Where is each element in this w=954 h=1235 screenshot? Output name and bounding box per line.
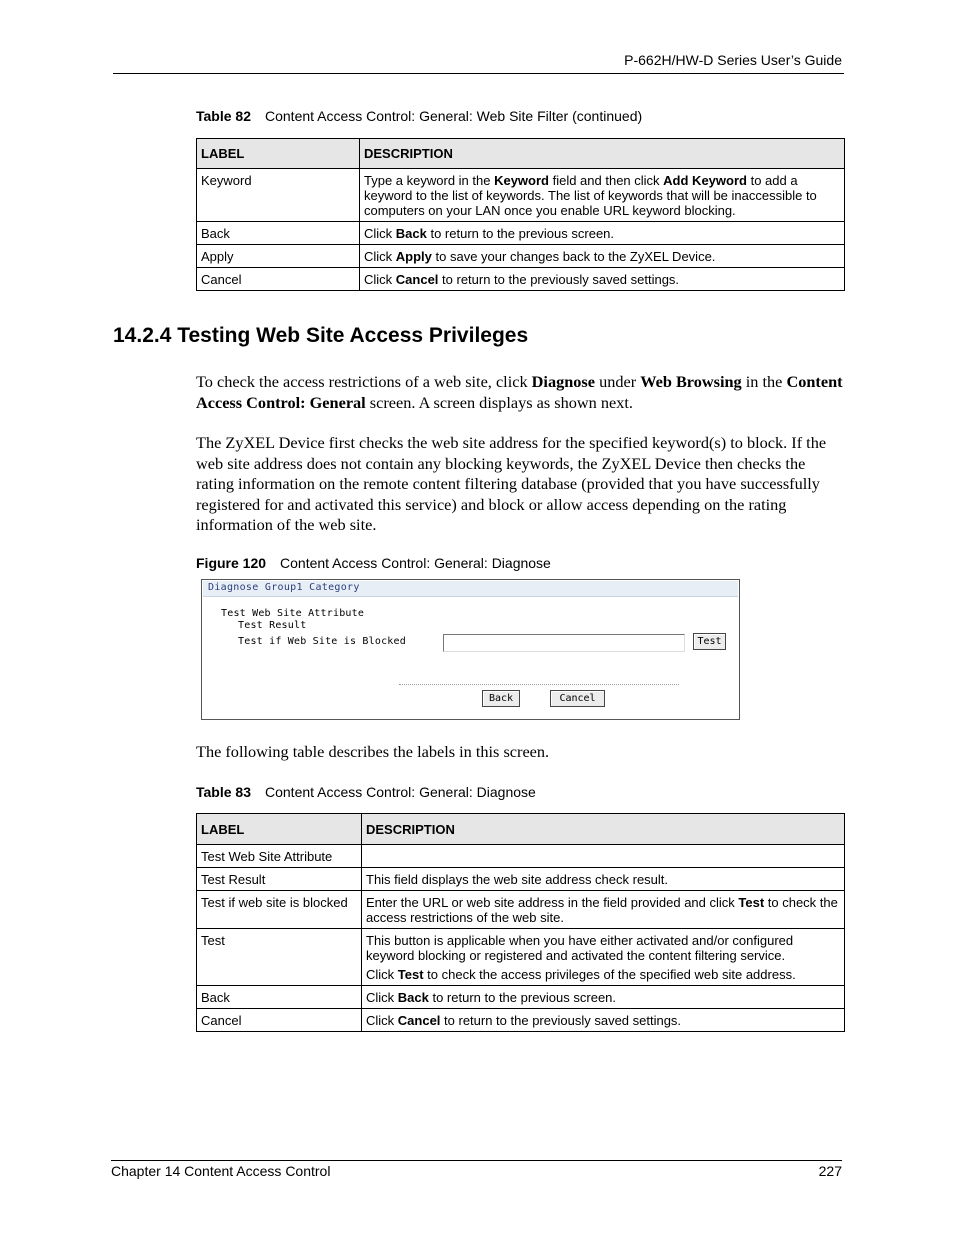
table83 bbox=[196, 813, 845, 1032]
page-number: 227 bbox=[818, 1163, 842, 1179]
cancel-button[interactable]: Cancel bbox=[550, 690, 605, 707]
row-description: This field displays the web site address check result. bbox=[362, 868, 845, 891]
row-label: Test Web Site Attribute bbox=[197, 845, 362, 868]
figure-caption-number: Figure 120 bbox=[196, 555, 267, 571]
table82-header-description: DESCRIPTION bbox=[360, 139, 845, 169]
row-description: Click Apply to save your changes back to the ZyXEL Device. bbox=[360, 245, 845, 268]
footer-chapter: Chapter 14 Content Access Control bbox=[111, 1163, 331, 1179]
table82-header-label: LABEL bbox=[197, 139, 360, 169]
table83-header-label: LABEL bbox=[197, 814, 362, 845]
back-button[interactable]: Back bbox=[482, 690, 520, 707]
row-description: Click Cancel to return to the previously saved settings. bbox=[360, 268, 845, 291]
row-label: Cancel bbox=[197, 1009, 362, 1032]
test-if-blocked-label: Test if Web Site is Blocked bbox=[238, 636, 406, 647]
table83-header-row bbox=[197, 814, 845, 845]
diagnose-screenshot bbox=[201, 579, 740, 720]
row-description bbox=[362, 845, 845, 868]
table-row bbox=[197, 868, 845, 891]
paragraph-table-intro: The following table describes the labels in this screen. bbox=[196, 742, 550, 761]
row-description: Type a keyword in the Keyword field and then click Add Keyword to add a keyword to the list of keywords. The list of keywords that will be inaccessible to computers on your LAN once you enable URL keyword blocking. bbox=[360, 169, 845, 222]
table83-caption-text: Content Access Control: General: Diagnose bbox=[265, 784, 536, 800]
section-title: 14.2.4 Testing Web Site Access Privileges bbox=[113, 324, 529, 347]
table82 bbox=[196, 138, 845, 291]
panel-title: Diagnose Group1 Category bbox=[208, 582, 360, 593]
footer-rule bbox=[111, 1160, 842, 1161]
table-row bbox=[197, 222, 845, 245]
row-label: Back bbox=[197, 986, 362, 1009]
table-row bbox=[197, 929, 845, 986]
table82-caption-number: Table 82 bbox=[196, 108, 251, 124]
table-row bbox=[197, 169, 845, 222]
row-label: Back bbox=[197, 222, 360, 245]
table-row bbox=[197, 845, 845, 868]
row-description: Enter the URL or web site address in the field provided and click Test to check the access restrictions of the web site. bbox=[362, 891, 845, 929]
table82-caption-text: Content Access Control: General: Web Site Filter (continued) bbox=[265, 108, 643, 124]
row-description: Click Back to return to the previous screen. bbox=[362, 986, 845, 1009]
row-label: Test Result bbox=[197, 868, 362, 891]
row-label: Keyword bbox=[197, 169, 360, 222]
table83-header-description: DESCRIPTION bbox=[362, 814, 845, 845]
table-row bbox=[197, 268, 845, 291]
row-label: Test bbox=[197, 929, 362, 986]
figure-caption bbox=[196, 555, 551, 571]
figure-caption-text: Content Access Control: General: Diagnose bbox=[280, 555, 551, 571]
separator-dotted-line bbox=[399, 684, 679, 685]
row-description: Click Back to return to the previous screen. bbox=[360, 222, 845, 245]
table-row bbox=[197, 891, 845, 929]
header-rule bbox=[113, 73, 844, 74]
row-label: Cancel bbox=[197, 268, 360, 291]
table82-header-row bbox=[197, 139, 845, 169]
row-label: Apply bbox=[197, 245, 360, 268]
panel-title-bar bbox=[203, 581, 738, 597]
table82-caption bbox=[196, 108, 642, 124]
running-header: P-662H/HW-D Series User’s Guide bbox=[624, 52, 842, 68]
table83-caption bbox=[196, 784, 536, 800]
test-result-label: Test Result bbox=[238, 620, 307, 631]
row-label: Test if web site is blocked bbox=[197, 891, 362, 929]
test-web-site-attribute-label: Test Web Site Attribute bbox=[221, 608, 365, 619]
table-row bbox=[197, 986, 845, 1009]
row-description: Click Cancel to return to the previously saved settings. bbox=[362, 1009, 845, 1032]
table-row bbox=[197, 1009, 845, 1032]
paragraph-explanation: The ZyXEL Device first checks the web site address for the specified keyword(s) to block. If the web site address does not contain any blocking keywords, the ZyXEL Device then checks the rating information on the remote content filtering database (provided that you have successfully registered for and activated this service) and block or allow access depending on the rating information of the web site. bbox=[196, 433, 827, 534]
table83-caption-number: Table 83 bbox=[196, 784, 251, 800]
row-description: This button is applicable when you have either activated and/or configured keyword blocking or registered and activated the content filtering service. Click Test to check the access privileges of the specified web site address. bbox=[362, 929, 845, 986]
paragraph-intro: To check the access restrictions of a web site, click Diagnose under Web Browsing in the Content Access Control: General screen. A screen displays as shown next. bbox=[196, 372, 843, 412]
table-row bbox=[197, 245, 845, 268]
test-button[interactable]: Test bbox=[693, 633, 726, 650]
url-input[interactable] bbox=[443, 634, 685, 652]
